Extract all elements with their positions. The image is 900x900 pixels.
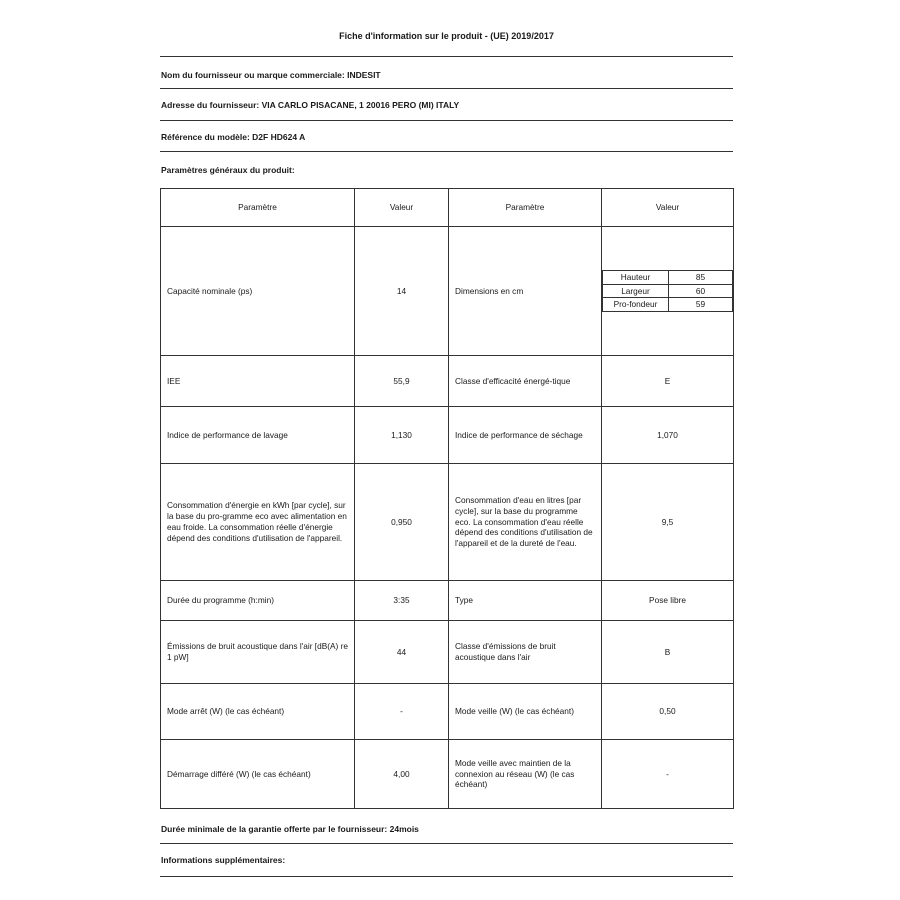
row-parameter: Type — [449, 581, 602, 621]
table-row — [161, 356, 734, 407]
general-parameters-heading: Paramètres généraux du produit: — [161, 165, 295, 175]
row-parameter: Dimensions en cm — [449, 227, 602, 356]
row-parameter: Classe d'émissions de bruit acoustique dans l'air — [449, 621, 602, 684]
row-parameter: Indice de performance de séchage — [449, 407, 602, 464]
row-value: 3:35 — [355, 581, 449, 621]
divider — [160, 876, 733, 877]
row-value: 9,5 — [602, 464, 734, 581]
row-parameter: Indice de performance de lavage — [161, 407, 355, 464]
table-row — [161, 684, 734, 740]
row-value: 14 — [355, 227, 449, 356]
additional-information: Informations supplémentaires: — [161, 855, 286, 865]
row-value: 4,00 — [355, 740, 449, 809]
supplier-address: Adresse du fournisseur: VIA CARLO PISACANE, 1 20016 PERO (MI) ITALY — [161, 100, 460, 110]
divider — [160, 843, 733, 844]
dimension-value: 59 — [669, 298, 733, 312]
document-title: Fiche d'information sur le produit - (UE) 2019/2017 — [339, 31, 554, 41]
row-parameter: Émissions de bruit acoustique dans l'air [dB(A) re 1 pW] — [161, 621, 355, 684]
row-parameter: Consommation d'énergie en kWh [par cycle], sur la base du pro-gramme eco avec alimentation en eau froide. La consommation réelle d'énergie dépend des conditions d'utilisation de l'appareil. — [161, 464, 355, 581]
divider — [160, 120, 733, 121]
table-row — [161, 740, 734, 809]
row-parameter: Consommation d'eau en litres [par cycle], sur la base du programme eco. La consommation d'eau réelle dépend des conditions d'utilisation de l'appareil et de la dureté de l'eau. — [449, 464, 602, 581]
dimension-label: Hauteur — [603, 270, 669, 284]
row-value: 0,950 — [355, 464, 449, 581]
row-value: Pose libre — [602, 581, 734, 621]
table-row — [161, 227, 734, 356]
row-value: 44 — [355, 621, 449, 684]
dimensions-table — [602, 270, 733, 312]
row-parameter: Démarrage différé (W) (le cas échéant) — [161, 740, 355, 809]
dimension-value: 85 — [669, 270, 733, 284]
dimension-label: Largeur — [603, 284, 669, 298]
row-parameter: Mode veille avec maintien de la connexion au réseau (W) (le cas échéant) — [449, 740, 602, 809]
minimum-warranty: Durée minimale de la garantie offerte par le fournisseur: 24mois — [161, 824, 419, 834]
row-value: - — [355, 684, 449, 740]
row-parameter: Durée du programme (h:min) — [161, 581, 355, 621]
row-parameter: Mode arrêt (W) (le cas échéant) — [161, 684, 355, 740]
divider — [160, 88, 733, 89]
row-value: E — [602, 356, 734, 407]
model-reference: Référence du modèle: D2F HD624 A — [161, 132, 306, 142]
dimension-value: 60 — [669, 284, 733, 298]
row-parameter: Capacité nominale (ps) — [161, 227, 355, 356]
row-parameter: IEE — [161, 356, 355, 407]
header-value: Valeur — [355, 189, 449, 227]
header-value: Valeur — [602, 189, 734, 227]
header-parameter: Paramètre — [449, 189, 602, 227]
row-parameter: Mode veille (W) (le cas échéant) — [449, 684, 602, 740]
table-row — [161, 464, 734, 581]
header-parameter: Paramètre — [161, 189, 355, 227]
table-header-row — [161, 189, 734, 227]
dimensions-cell — [602, 227, 734, 356]
table-row — [161, 581, 734, 621]
row-value: 0,50 — [602, 684, 734, 740]
dimension-label: Pro-fondeur — [603, 298, 669, 312]
row-value: B — [602, 621, 734, 684]
row-value: - — [602, 740, 734, 809]
table-row — [161, 407, 734, 464]
row-parameter: Classe d'efficacité énergé-tique — [449, 356, 602, 407]
divider — [160, 151, 733, 152]
row-value: 55,9 — [355, 356, 449, 407]
divider — [160, 56, 733, 57]
parameters-table — [160, 188, 734, 809]
row-value: 1,070 — [602, 407, 734, 464]
supplier-name: Nom du fournisseur ou marque commerciale: INDESIT — [161, 70, 381, 80]
row-value: 1,130 — [355, 407, 449, 464]
table-row — [161, 621, 734, 684]
